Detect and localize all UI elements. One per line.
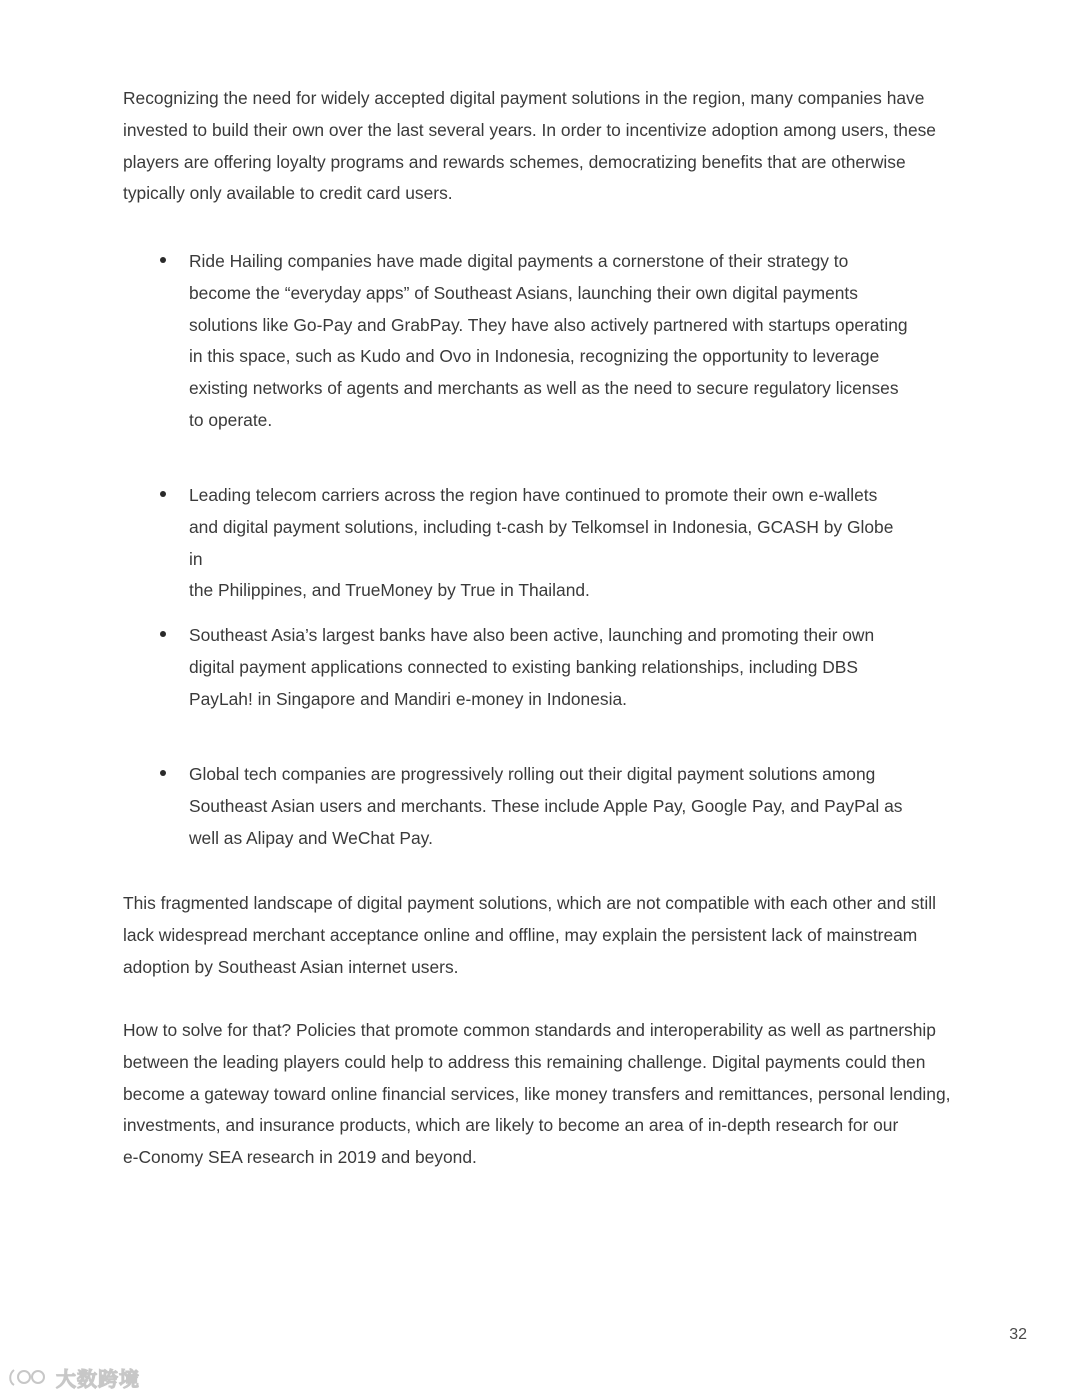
bullet-text: Global tech companies are progressively rolling out their digital payment solutions among Southeast Asian users and merchants. These include Apple Pay, Google Pay, and PayPal as well as Alipay and WeChat Pay. [189,764,903,848]
bullet-dot-icon [160,631,166,637]
bullet-dot-icon [160,770,166,776]
fragmented-landscape-paragraph: This fragmented landscape of digital payment solutions, which are not compatible with each other and still lack widespread merchant acceptance online and offline, may explain the persistent lack of mainstream adoption by Southeast Asian internet users. [123,893,936,977]
bullet-text: Ride Hailing companies have made digital payments a cornerstone of their strategy to become the “everyday apps” of Southeast Asians, launching their own digital payments solutions like Go-Pay and GrabPay. They have also actively partnered with startups operating in this space, such as Kudo and Ovo in Indonesia, recognizing the opportunity to leverage existing networks of agents and merchants as well as the need to secure regulatory licenses to operate. [189,251,908,430]
bullet-dot-icon [160,257,166,263]
bullet-text: Southeast Asia’s largest banks have also been active, launching and promoting their own digital payment applications connected to existing banking relationships, including DBS PayLah! in Singapore and Mandiri e-money in Indonesia. [189,625,875,709]
how-to-solve-paragraph: How to solve for that? Policies that promote common standards and interoperability as well as partnership between the leading players could help to address this remaining challenge. Digital payments could then become a gateway toward online financial services, like money transfers and remittances, personal lending, investments, and insurance products, which are likely to become an area of in-depth research for our e-Conomy SEA research in 2019 and beyond. [123,1020,951,1168]
bullet-text: Leading telecom carriers across the region have continued to promote their own e-wallets and digital payment solutions, including t-cash by Telkomsel in Indonesia, GCASH by Globe in the Philippines, and TrueMoney by True in Thailand. [189,485,894,601]
watermark-logo-icon [8,1366,50,1388]
page-number: 32 [1009,1326,1027,1343]
intro-paragraph: Recognizing the need for widely accepted digital payment solutions in the region, many companies have invested to build their own over the last several years. In order to incentivize adoption among users, these players are offering loyalty programs and rewards schemes, democratizing benefits that are otherwise typically only available to credit card users. [123,88,936,204]
bullet-dot-icon [160,491,166,497]
watermark-text: 大数跨境 [56,1366,140,1391]
watermark [8,1362,140,1392]
